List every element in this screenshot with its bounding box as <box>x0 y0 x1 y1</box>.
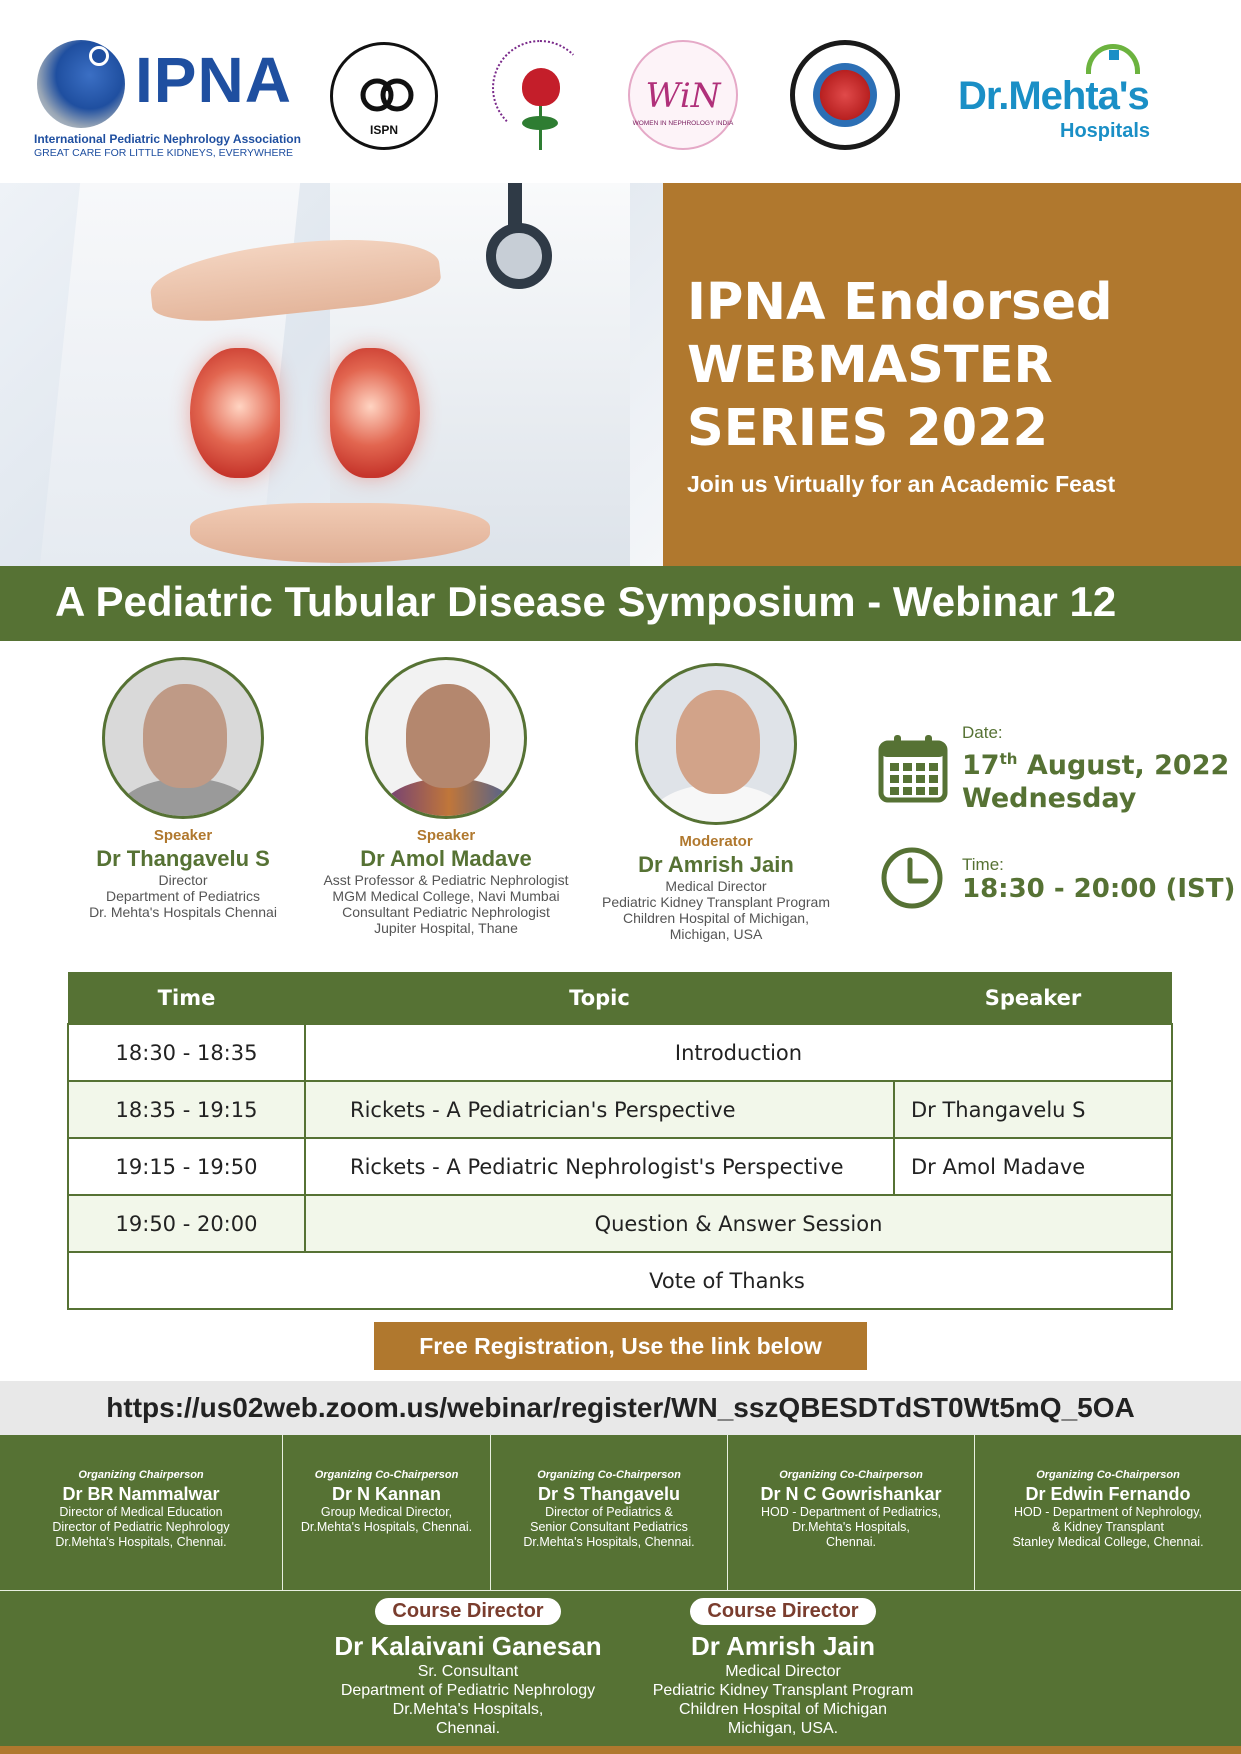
organizer-role: Organizing Co-Chairperson <box>314 1469 459 1481</box>
date-suffix: th <box>999 750 1018 768</box>
organizer-role: Organizing Chairperson <box>78 1469 204 1481</box>
weekday: Wednesday <box>962 783 1137 814</box>
table-header-row <box>68 972 1172 1024</box>
speaker-role: Speaker <box>153 827 213 844</box>
organizer-detail: Dr.Mehta's Hospitals, Chennai. <box>523 1535 695 1549</box>
organizer-role: Organizing Co-Chairperson <box>779 1469 923 1481</box>
organizer-name: Dr S Thangavelu <box>537 1484 681 1504</box>
kidney-icon <box>330 348 420 478</box>
course-director-detail: Children Hospital of Michigan <box>678 1701 888 1718</box>
table-row <box>68 1138 1172 1195</box>
speaker-card <box>311 657 581 936</box>
mehta-hospitals-logo <box>958 44 1168 144</box>
date-day: 17 <box>962 750 1000 781</box>
row-speaker: Dr Amol Madave <box>894 1138 1172 1195</box>
organizer-detail: Group Medical Director, <box>320 1505 453 1519</box>
ipna-abbr: IPNA <box>135 44 292 116</box>
course-director-detail: Sr. Consultant <box>417 1663 519 1680</box>
speaker-name: Dr Amol Madave <box>360 846 532 871</box>
row-topic <box>68 1252 1172 1309</box>
cross-icon <box>1109 50 1119 60</box>
ipna-logo <box>33 36 303 161</box>
hero-title <box>687 271 1113 460</box>
course-director-card <box>623 1598 943 1738</box>
organizer-card <box>283 1435 491 1591</box>
speaker-role: Speaker <box>416 827 476 844</box>
course-director-card <box>308 1598 628 1738</box>
organizer-role: Organizing Co-Chairperson <box>537 1469 681 1481</box>
organizer-detail: Director of Pediatric Nephrology <box>52 1520 230 1534</box>
speaker-photo <box>102 657 264 819</box>
organizer-detail: HOD - Department of Nephrology, <box>1013 1505 1203 1519</box>
moderator-detail: Pediatric Kidney Transplant Program <box>602 894 830 910</box>
table-row <box>68 1081 1172 1138</box>
hero-image <box>0 183 663 566</box>
speaker-detail: MGM Medical College, Navi Mumbai <box>332 888 560 904</box>
row-time: 19:15 - 19:50 <box>68 1138 305 1195</box>
organizer-role: Organizing Co-Chairperson <box>1036 1469 1180 1481</box>
header-topic: Topic <box>305 972 894 1024</box>
stethoscope-icon <box>486 223 552 289</box>
ispn-emblem-icon <box>359 71 415 119</box>
vote-of-thanks: Vote of Thanks <box>649 1268 805 1293</box>
speaker-detail: Asst Professor & Pediatric Nephrologist <box>323 872 569 888</box>
organizer-detail: Chennai. <box>825 1535 877 1549</box>
photo-face-shape <box>676 690 760 794</box>
date-value <box>962 743 1229 815</box>
hero-title-line: WEBMASTER <box>687 336 1053 395</box>
moderator-photo <box>635 663 797 825</box>
course-director-label: Course Director <box>375 1598 560 1625</box>
speaker-photo <box>365 657 527 819</box>
header-time: Time <box>68 972 305 1024</box>
ispn-abbr: ISPN <box>369 123 398 137</box>
organizer-detail: Stanley Medical College, Chennai. <box>1012 1535 1204 1549</box>
organizer-card <box>728 1435 975 1591</box>
organizer-detail: Senior Consultant Pediatrics <box>530 1520 688 1534</box>
table-row <box>68 1252 1172 1309</box>
childrenkidneycare-logo <box>790 40 900 150</box>
course-director-detail: Dr.Mehta's Hospitals, <box>392 1701 544 1718</box>
row-time: 19:50 - 20:00 <box>68 1195 305 1252</box>
organizer-name: Dr N C Gowrishankar <box>760 1484 942 1504</box>
iap-leaf-icon <box>522 116 558 130</box>
organizer-detail: Dr.Mehta's Hospitals, Chennai. <box>55 1535 227 1549</box>
win-mark: WiN <box>645 76 721 116</box>
ipna-full-name: International Pediatric Nephrology Association <box>34 132 301 146</box>
moderator-card <box>581 663 851 942</box>
course-director-detail: Pediatric Kidney Transplant Program <box>652 1682 914 1699</box>
photo-face-shape <box>143 684 227 788</box>
clock-icon <box>880 846 944 910</box>
course-director-detail: Department of Pediatric Nephrology <box>340 1682 596 1699</box>
speaker-detail: Department of Pediatrics <box>105 888 261 904</box>
organizer-detail: Dr.Mehta's Hospitals, <box>792 1520 910 1534</box>
organizer-name: Dr N Kannan <box>331 1484 441 1504</box>
symposium-banner <box>0 566 1241 641</box>
hand-shape <box>190 503 490 563</box>
organizer-card <box>491 1435 728 1591</box>
schedule-table <box>67 972 1173 1310</box>
speaker-detail: Consultant Pediatric Nephrologist <box>342 904 550 920</box>
kidney-icon <box>813 63 877 127</box>
course-director-detail: Chennai. <box>435 1720 501 1737</box>
time-label: Time: <box>962 855 1004 874</box>
speaker-card <box>48 657 318 920</box>
organizer-detail: HOD - Department of Pediatrics, <box>761 1505 941 1519</box>
header-speaker: Speaker <box>894 972 1172 1024</box>
logo-bar <box>0 0 1241 183</box>
speaker-name: Dr Thangavelu S <box>96 846 270 871</box>
speaker-detail: Jupiter Hospital, Thane <box>374 920 518 936</box>
win-sub: WOMEN IN NEPHROLOGY INDIA <box>632 120 734 127</box>
organizer-name: Dr Edwin Fernando <box>1025 1484 1191 1504</box>
organizer-card <box>975 1435 1241 1591</box>
row-topic: Rickets - A Pediatric Nephrologist's Perspective <box>305 1138 894 1195</box>
course-director-name: Dr Amrish Jain <box>691 1631 875 1661</box>
moderator-role: Moderator <box>679 833 753 850</box>
table-row <box>68 1195 1172 1252</box>
organizers-row <box>0 1435 1241 1591</box>
row-topic: Introduction <box>305 1024 1172 1081</box>
mehta-sub: Hospitals <box>1060 120 1151 142</box>
iap-logo <box>492 40 588 158</box>
calendar-icon <box>878 735 948 803</box>
moderator-detail: Michigan, USA <box>669 926 763 942</box>
moderator-name: Dr Amrish Jain <box>638 852 794 877</box>
kidney-icon <box>190 348 280 478</box>
speaker-detail: Director <box>158 872 208 888</box>
photo-face-shape <box>406 684 490 788</box>
speaker-detail: Dr. Mehta's Hospitals Chennai <box>89 904 277 920</box>
course-director-label: Course Director <box>690 1598 875 1625</box>
date-line <box>962 743 1229 782</box>
rose-icon <box>522 68 560 106</box>
bottom-strip <box>0 1746 1241 1754</box>
mehta-name: Dr.Mehta's <box>958 74 1149 118</box>
row-speaker: Dr Thangavelu S <box>894 1081 1172 1138</box>
date-rest: August, 2022 <box>1017 750 1230 781</box>
date-label: Date: <box>962 723 1003 742</box>
moderator-detail: Medical Director <box>665 878 767 894</box>
win-logo <box>628 40 738 150</box>
row-time: 18:30 - 18:35 <box>68 1024 305 1081</box>
hero-title-line: IPNA Endorsed <box>687 273 1113 332</box>
hero-title-line: SERIES 2022 <box>687 399 1049 458</box>
organizer-detail: Director of Medical Education <box>59 1505 223 1519</box>
moderator-detail: Children Hospital of Michigan, <box>623 910 809 926</box>
ipna-globe-icon <box>37 40 125 128</box>
course-director-detail: Medical Director <box>725 1663 841 1680</box>
registration-link[interactable]: https://us02web.zoom.us/webinar/register/WN_sszQBESDTdST0Wt5mQ_5OA <box>106 1392 1135 1423</box>
organizer-name: Dr BR Nammalwar <box>62 1484 220 1504</box>
free-registration-button[interactable]: Free Registration, Use the link below <box>374 1322 867 1370</box>
course-director-detail: Michigan, USA. <box>727 1720 839 1737</box>
row-topic: Rickets - A Pediatrician's Perspective <box>305 1081 894 1138</box>
organizer-detail: & Kidney Transplant <box>1052 1520 1164 1534</box>
row-time: 18:35 - 19:15 <box>68 1081 305 1138</box>
symposium-title: A Pediatric Tubular Disease Symposium - Webinar 12 <box>55 578 1117 625</box>
hero-subtitle: Join us Virtually for an Academic Feast <box>687 471 1116 497</box>
table-row <box>68 1024 1172 1081</box>
time-value: 18:30 - 20:00 (IST) <box>962 874 1236 904</box>
row-topic: Question & Answer Session <box>305 1195 1172 1252</box>
ipna-tagline: GREAT CARE FOR LITTLE KIDNEYS, EVERYWHERE <box>34 147 294 159</box>
organizer-card <box>0 1435 283 1591</box>
organizer-detail: Director of Pediatrics & <box>545 1505 673 1519</box>
organizer-detail: Dr.Mehta's Hospitals, Chennai. <box>300 1520 473 1534</box>
registration-link-bar <box>0 1381 1241 1435</box>
course-director-name: Dr Kalaivani Ganesan <box>334 1631 602 1661</box>
hero-panel <box>663 183 1241 566</box>
ispn-logo <box>330 42 438 150</box>
